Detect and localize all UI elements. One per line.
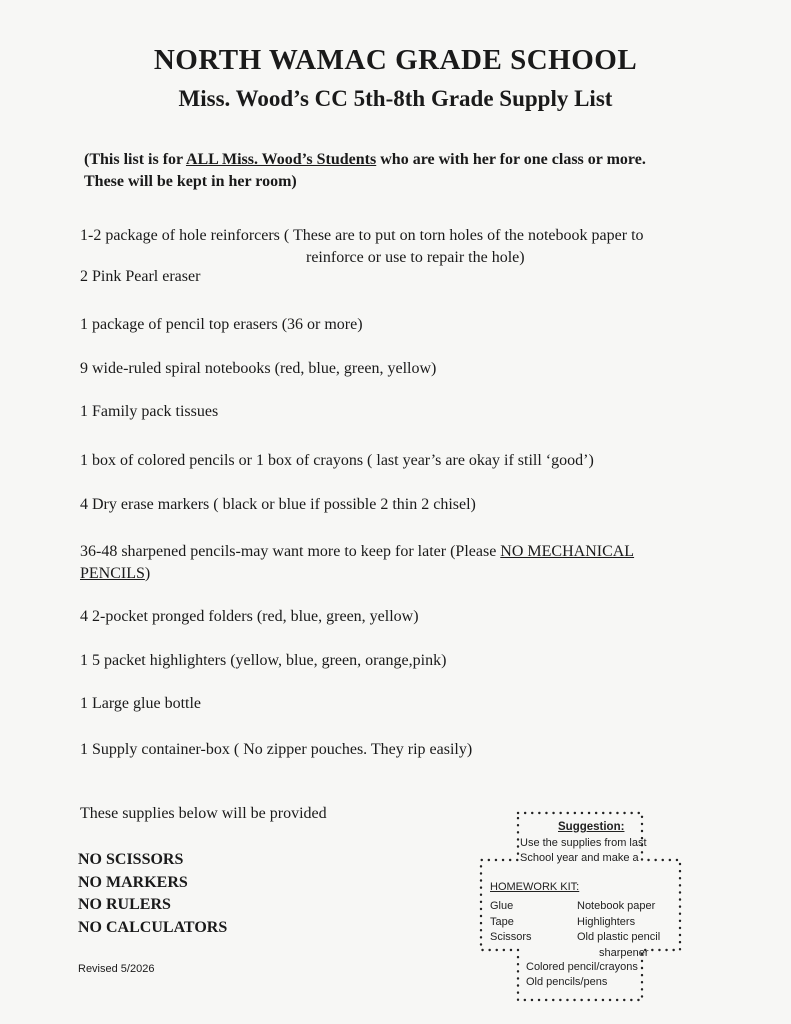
- item-tissues: 1 Family pack tissues: [80, 403, 219, 420]
- item-colored-pencils: 1 box of colored pencils or 1 box of crayons ( last year’s are okay if still ‘good’): [80, 452, 594, 469]
- kit-column-2: [577, 899, 660, 961]
- item-underlined: NO MECHANICAL: [500, 543, 635, 560]
- item-glue: 1 Large glue bottle: [80, 695, 201, 712]
- item-text-continued: reinforce or use to repair the hole): [306, 249, 525, 266]
- kit-item: Tape: [490, 915, 514, 928]
- kit-item: Old plastic pencil: [577, 931, 661, 943]
- revised-date: Revised 5/2026: [78, 963, 155, 975]
- intro-underlined: ALL Miss. Wood’s Students: [185, 151, 377, 168]
- provided-note: These supplies below will be provided: [80, 805, 327, 822]
- kit-item: Highlighters: [577, 915, 636, 928]
- item-dry-erase-markers: 4 Dry erase markers ( black or blue if possible 2 thin 2 chisel): [80, 496, 476, 513]
- suggestion-line-1: Use the supplies from last: [520, 837, 647, 849]
- suggestion-heading: Suggestion:: [558, 821, 625, 833]
- kit-item: Notebook paper: [577, 900, 656, 912]
- item-text: 1-2 package of hole reinforcers ( These are to put on torn holes of the notebook paper to: [80, 227, 644, 244]
- item-underlined-2: PENCILS: [80, 565, 145, 582]
- list-title: Miss. Wood’s CC 5th-8th Grade Supply List: [178, 86, 613, 111]
- item-pencil-top-erasers: 1 package of pencil top erasers (36 or more): [80, 316, 363, 333]
- item-folders: 4 2-pocket pronged folders (red, blue, green, yellow): [80, 608, 419, 625]
- intro-note: [84, 149, 704, 193]
- item-text: 36-48 sharpened pencils-may want more to keep for later (Please: [80, 543, 501, 560]
- no-item: NO SCISSORS: [78, 851, 184, 868]
- intro-text-after: who are with her for one class or more.: [376, 151, 646, 168]
- homework-kit-heading: HOMEWORK KIT:: [490, 881, 580, 893]
- item-supply-container: 1 Supply container-box ( No zipper pouches. They rip easily): [80, 741, 473, 758]
- kit-item: Glue: [490, 900, 514, 912]
- kit-item: Scissors: [490, 931, 532, 943]
- item-text-after: ): [144, 565, 151, 582]
- suggestion-line-2: School year and make a: [520, 852, 639, 864]
- no-item: NO MARKERS: [78, 873, 188, 891]
- item-notebooks: 9 wide-ruled spiral notebooks (red, blue, green, yellow): [80, 360, 437, 377]
- no-item: NO CALCULATORS: [78, 918, 228, 936]
- school-name: NORTH WAMAC GRADE SCHOOL: [153, 44, 638, 76]
- no-item: NO RULERS: [78, 896, 171, 913]
- item-hole-reinforcers: [80, 225, 710, 269]
- suggestion-box: [478, 810, 688, 1005]
- kit-column-1: [490, 899, 532, 946]
- intro-line-2: These will be kept in her room): [84, 173, 297, 190]
- not-needed-list: [78, 849, 227, 939]
- item-pink-pearl: 2 Pink Pearl eraser: [80, 268, 201, 285]
- kit-item-continued: sharpener: [599, 946, 649, 959]
- kit-column-3: [526, 960, 638, 990]
- intro-text-before: (This list is for: [84, 151, 186, 168]
- item-highlighters: 1 5 packet highlighters (yellow, blue, green, orange,pink): [80, 652, 447, 669]
- item-pencils: [80, 541, 710, 585]
- kit-item: Old pencils/pens: [526, 976, 608, 988]
- kit-item: Colored pencil/crayons: [526, 961, 638, 973]
